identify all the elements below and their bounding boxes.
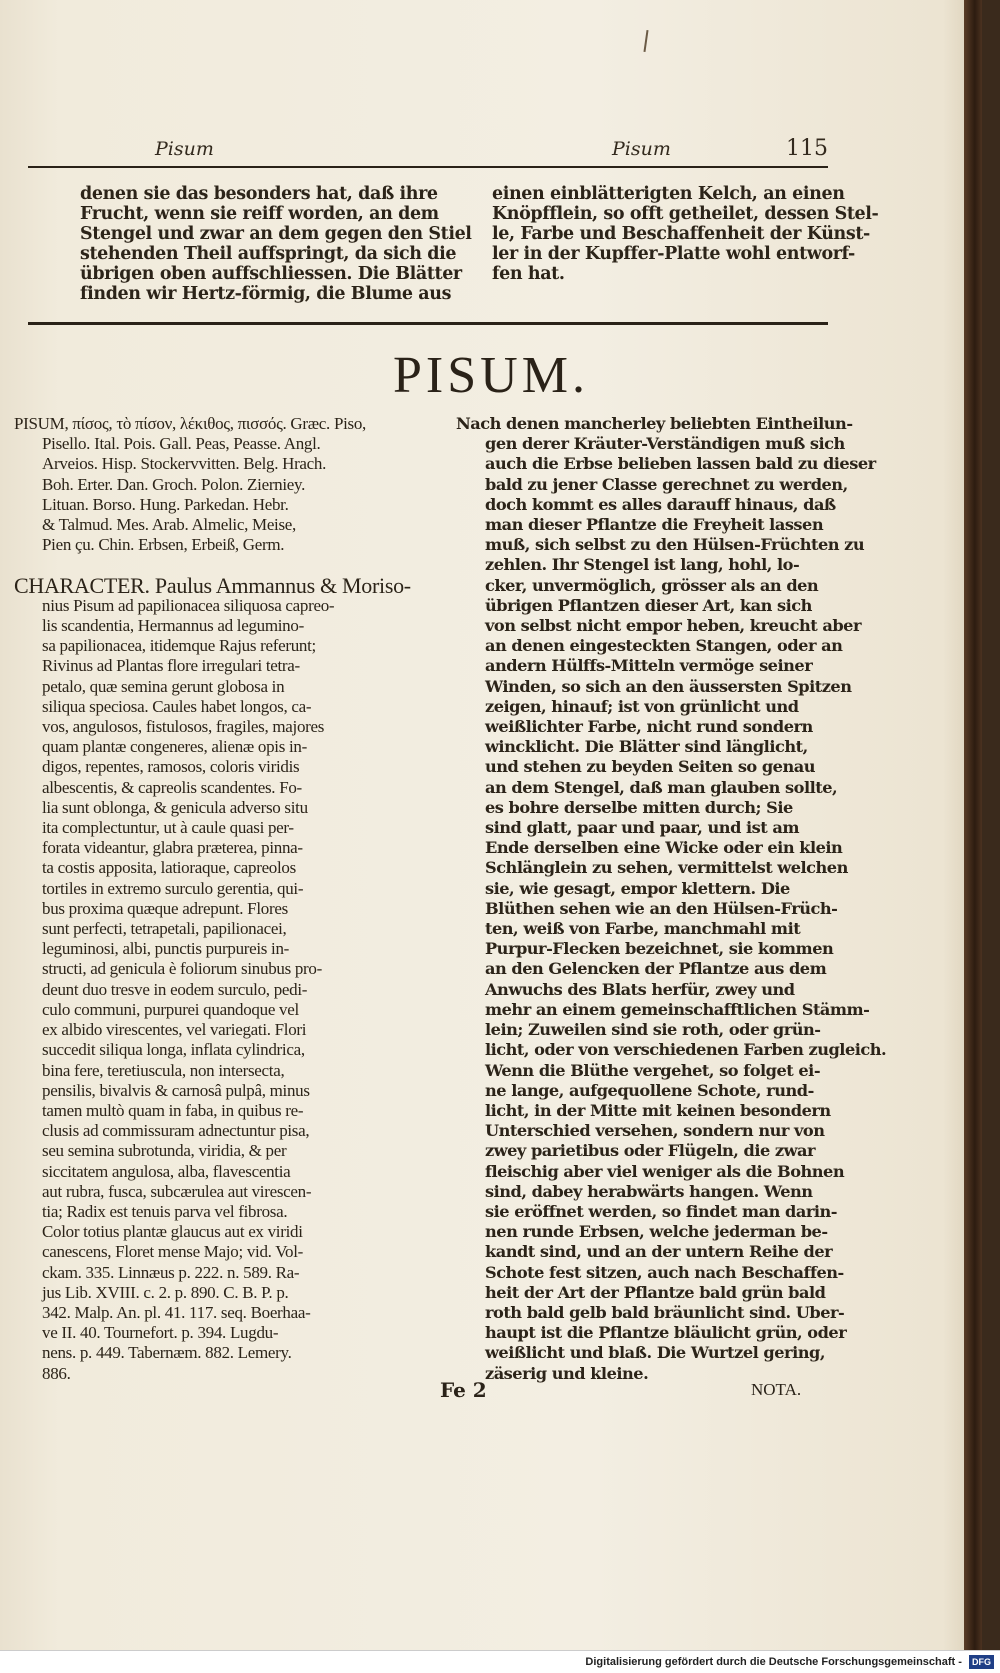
dfg-logo: DFG [969, 1655, 994, 1669]
text-line: mehr an einem gemeinschafftlichen Stämm- [485, 999, 870, 1019]
text-line: bald zu jener Classe gerechnet zu werden, [485, 474, 848, 494]
text-line: vos, angulosos, fistulosos, fragiles, majores [42, 717, 325, 737]
text-line: cker, unvermöglich, grösser als an den [485, 575, 819, 595]
top-continuation-right [492, 184, 879, 284]
text-line: Knöpfflein, so offt getheilet, dessen Stel- [492, 204, 879, 224]
text-line: sind, dabey herabwärts hangen. Wenn [485, 1181, 813, 1201]
text-line: siliqua speciosa. Caules habet longos, ca- [42, 696, 312, 716]
text-line: übrigen oben auffschliessen. Die Blätter [80, 264, 462, 284]
text-line: Schlänglein zu sehen, vermittelst welchen [485, 858, 848, 878]
text-line: ve II. 40. Tournefort. p. 394. Lugdu- [42, 1323, 279, 1343]
text-line: Nach denen mancherley beliebten Eintheilun- [456, 414, 853, 433]
text-line: zeigen, hinauf; ist von grünlicht und [485, 696, 799, 716]
text-line: & Talmud. Mes. Arab. Almelic, Meise, [42, 515, 296, 535]
text-line: succedit siliqua longa, inflata cylindrica, [42, 1040, 305, 1060]
text-line: jus Lib. XVIII. c. 2. p. 890. C. B. P. p. [42, 1282, 289, 1302]
text-line: Frucht, wenn sie reiff worden, an dem [80, 204, 439, 224]
book-spine [964, 0, 982, 1650]
text-line: nen runde Erbsen, welche jederman be- [485, 1222, 828, 1242]
text-line: stehenden Theil auffspringt, da sich die [80, 244, 457, 264]
pencil-mark [643, 30, 648, 52]
page-number: 115 [786, 136, 828, 161]
text-line: bina fere, teretiuscula, non intersecta, [42, 1060, 285, 1080]
text-line: zwey parietibus oder Flügeln, die zwar [485, 1141, 816, 1161]
latin-column [14, 414, 414, 1384]
text-line: tortiles in extremo surculo gerentia, qui- [42, 878, 304, 898]
text-line: an dem Stengel, daß man glauben sollte, [485, 777, 838, 797]
text-line: weißlicht und blaß. Die Wurtzel gering, [485, 1343, 825, 1363]
text-line: sie, wie gesagt, empor klettern. Die [485, 878, 790, 898]
text-line: lis scandentia, Hermannus ad legumino- [42, 616, 304, 636]
text-line: sa papilionacea, itidemque Rajus referunt; [42, 636, 316, 656]
text-line: ita complectuntur, ut à caule quasi per- [42, 818, 294, 838]
text-line: zehlen. Ihr Stengel ist lang, hohl, lo- [485, 555, 800, 575]
text-line: structi, ad genicula è foliorum sinubus pro- [42, 959, 322, 979]
text-line: denen sie das besonders hat, daß ihre [80, 184, 438, 204]
text-line: Schote fest sitzen, auch nach Beschaffen- [485, 1262, 844, 1282]
text-line: andern Hülffs-Mitteln vermöge seiner [485, 656, 813, 676]
text-line: an denen eingesteckten Stangen, oder an [485, 636, 843, 656]
text-line: nens. p. 449. Tabernæm. 882. Lemery. [42, 1343, 292, 1363]
text-line: ten, weiß von Farbe, manchmahl mit [485, 919, 801, 939]
text-line: Purpur-Flecken bezeichnet, sie kommen [485, 939, 834, 959]
text-line: lia sunt oblonga, & genicula adverso situ [42, 797, 308, 817]
text-line: heit der Art der Pflantze bald grün bald [485, 1282, 826, 1302]
text-line: albescentis, & capreolis scandentes. Fo- [42, 777, 302, 797]
text-line: sie eröffnet werden, so findet man darin- [485, 1201, 838, 1221]
section-rule [28, 322, 828, 325]
text-line: Stengel und zwar an dem gegen den Stiel [80, 224, 472, 244]
text-line: Winden, so sich an den äussersten Spitzen [485, 676, 852, 696]
text-line: nius Pisum ad papilionacea siliquosa capreo- [42, 595, 335, 615]
text-line: Rivinus ad Plantas flore irregulari tetra- [42, 656, 300, 676]
entry-title: PISUM. [393, 347, 589, 404]
text-line: an den Gelencken der Pflantze aus dem [485, 959, 827, 979]
text-line: auch die Erbse belieben lassen bald zu dieser [485, 454, 876, 474]
text-line: wincklicht. Die Blätter sind länglicht, [485, 737, 808, 757]
text-line: ex albido virescentes, vel variegati. Flori [42, 1020, 307, 1040]
text-line: Pien çu. Chin. Erbsen, Erbeiß, Germ. [42, 535, 285, 555]
text-line: ler in der Kupffer-Platte wohl entworf- [492, 244, 855, 264]
header-rule [28, 166, 828, 168]
text-line: ckam. 335. Linnæus p. 222. n. 589. Ra- [42, 1262, 300, 1282]
text-line: haupt ist die Pflantze bläulicht grün, oder [485, 1323, 847, 1343]
text-line: von selbst nicht empor heben, kreucht aber [485, 616, 861, 636]
text-line: Arveios. Hisp. Stockervvitten. Belg. Hrach. [42, 454, 327, 474]
text-line: petalo, quæ semina gerunt globosa in [42, 676, 285, 696]
text-line: Lituan. Borso. Hung. Parkedan. Hebr. [42, 494, 289, 514]
text-line: sind glatt, paar und paar, und ist am [485, 818, 800, 838]
signature-mark: Fe 2 [440, 1378, 487, 1402]
text-line: übrigen Pflantzen dieser Art, kan sich [485, 595, 812, 615]
text-line: forata videantur, glabra præterea, pinna- [42, 838, 303, 858]
text-line: es bohre derselbe mitten durch; Sie [485, 797, 793, 817]
text-line: kandt sind, und an der untern Reihe der [485, 1242, 833, 1262]
text-line: licht, oder von verschiedenen Farben zugleich. [485, 1040, 887, 1060]
text-line: doch kommt es alles darauff hinaus, daß [485, 494, 836, 514]
text-line: Pisello. Ital. Pois. Gall. Peas, Peasse. Angl. [42, 434, 321, 454]
text-line: weißlichter Farbe, nicht rund sondern [485, 717, 813, 737]
text-line: roth bald gelb bald bräunlicht sind. Uber- [485, 1302, 845, 1322]
text-line: einen einblätterigten Kelch, an einen [492, 184, 845, 204]
text-line: licht, in der Mitte mit keinen besondern [485, 1100, 831, 1120]
text-line: Ende derselben eine Wicke oder ein klein [485, 838, 843, 858]
text-line: seu semina subrotunda, viridia, & per [42, 1141, 287, 1161]
text-line: quam plantæ congeneres, alienæ opis in- [42, 737, 307, 757]
text-line: Color totius plantæ glaucus aut ex viridi [42, 1222, 303, 1242]
running-head-left: Pisum [155, 138, 214, 160]
text-line: deunt duo tresve in eodem surculo, pedi- [42, 979, 308, 999]
digitization-footer [0, 1650, 1000, 1673]
text-line: pensilis, bivalvis & carnosâ pulpâ, minus [42, 1080, 310, 1100]
text-line: man dieser Pflantze die Freyheit lassen [485, 515, 824, 535]
german-column [456, 414, 887, 1384]
text-line: canescens, Floret mense Majo; vid. Vol- [42, 1242, 304, 1262]
catchword: NOTA. [751, 1380, 802, 1399]
text-line: Unterschied versehen, sondern nur von [485, 1121, 825, 1141]
text-line: tamen multò quam in faba, in quibus re- [42, 1100, 304, 1120]
text-line: siccitatem angulosa, alba, flavescentia [42, 1161, 291, 1181]
text-line: 886. [42, 1363, 71, 1383]
text-line: aut rubra, fusca, subcærulea aut virescen- [42, 1181, 312, 1201]
footer-credit: Digitalisierung gefördert durch die Deutsche Forschungsgemeinschaft - [585, 1656, 962, 1669]
text-line: fleischig aber viel weniger als die Bohnen [485, 1161, 845, 1181]
text-line: ta costis apposita, latioraque, capreolos [42, 858, 296, 878]
running-head-right: Pisum [612, 138, 671, 160]
text-line: Anwuchs des Blats herfür, zwey und [485, 979, 795, 999]
text-line: culo communi, purpurei quandoque vel [42, 999, 299, 1019]
text-line: PISUM, πίσος, τὸ πίσον, λέκιθος, πισσός. Græc. Piso, [14, 414, 366, 433]
text-line: tia; Radix est tenuis parva vel fibrosa. [42, 1201, 288, 1221]
text-line: fen hat. [492, 264, 565, 284]
text-line: finden wir Hertz-förmig, die Blume aus [80, 284, 452, 304]
text-line: ne lange, aufgequollene Schote, rund- [485, 1080, 814, 1100]
text-line: gen derer Kräuter-Verständigen muß sich [485, 434, 845, 454]
text-line: CHARACTER. Paulus Ammannus & Moriso- [14, 572, 411, 598]
text-line: zäserig und kleine. [485, 1363, 649, 1383]
text-line: leguminosi, albi, punctis purpureis in- [42, 939, 290, 959]
text-line: le, Farbe und Beschaffenheit der Künst- [492, 224, 870, 244]
text-line: clusis ad commissuram adnectuntur pisa, [42, 1121, 310, 1141]
text-line: sunt perfecti, tetrapetali, papilionacei, [42, 919, 287, 939]
text-line: Boh. Erter. Dan. Groch. Polon. Zierniey. [42, 474, 306, 494]
text-line: digos, repentes, ramosos, coloris viridis [42, 757, 300, 777]
text-line: Wenn die Blüthe vergehet, so folget ei- [485, 1060, 821, 1080]
text-line: bus proxima quæque adrepunt. Flores [42, 898, 288, 918]
top-continuation-left [80, 184, 472, 304]
text-line: lein; Zuweilen sind sie roth, oder grün- [485, 1020, 821, 1040]
text-line: muß, sich selbst zu den Hülsen-Früchten zu [485, 535, 865, 555]
text-line: und stehen zu beyden Seiten so genau [485, 757, 816, 777]
text-line: Blüthen sehen wie an den Hülsen-Früch- [485, 898, 838, 918]
text-line: 342. Malp. An. pl. 41. 117. seq. Boerhaa- [42, 1302, 311, 1322]
